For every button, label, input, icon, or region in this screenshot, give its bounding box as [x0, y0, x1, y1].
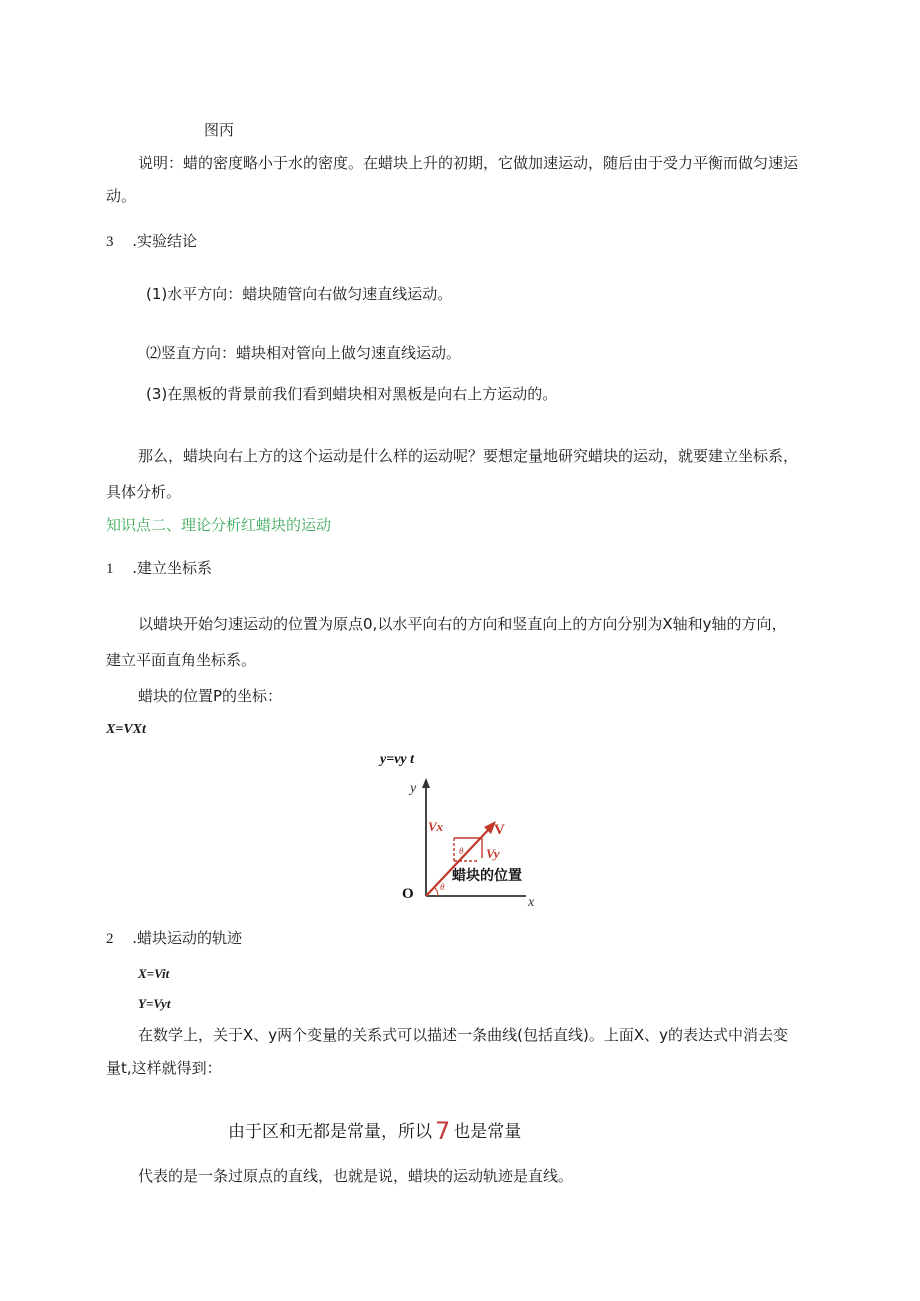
trajectory-formula-x: X=Vit — [138, 966, 170, 981]
subsection-2-number: 2 — [106, 931, 114, 947]
subsection-1-title: .建立坐标系 — [132, 559, 213, 577]
section-3-heading — [106, 231, 197, 252]
constant-line-before: 由于区和无都是常量，所以 — [228, 1122, 432, 1142]
note-line-2: 动。 — [106, 187, 137, 205]
coord-text-line-2: 建立平面直角坐标系。 — [106, 651, 257, 669]
y-axis-label: y — [410, 781, 417, 796]
conclusion-line: 代表的是一条过原点的直线，也就是说，蜡块的运动轨迹是直线。 — [138, 1167, 574, 1185]
subsection-1-number: 1 — [106, 561, 114, 577]
section-3-title: .实验结论 — [132, 232, 198, 250]
diagram-formula-y: y=vy t — [380, 752, 415, 767]
formula-x: X=VXt — [106, 722, 146, 737]
theta-upper: θ — [459, 846, 464, 856]
subsection-1-heading — [106, 558, 212, 579]
subsection-2-heading — [106, 928, 242, 949]
question-line-1: 那么，蜡块向右上方的这个运动是什么样的运动呢？要想定量地研究蜡块的运动，就要建立坐标系， — [138, 447, 799, 465]
figure-caption: 图丙 — [204, 121, 235, 139]
knowledge-heading: 知识点二、理论分析红蜡块的运动 — [106, 516, 332, 534]
coord-text-line-1: 以蜡块开始匀速运动的位置为原点0,以水平向右的方向和竖直向上的方向分别为X轴和y轴的方向， — [138, 615, 787, 633]
origin-label: O — [402, 886, 414, 902]
subsection-2-title: .蜡块运动的轨迹 — [132, 929, 243, 947]
constant-line-after: 也是常量 — [453, 1122, 522, 1142]
math-text-line-1: 在数学上，关于X、y两个变量的关系式可以描述一条曲线(包括直线)。上面X、y的表达式中消去变 — [138, 1026, 789, 1044]
y-axis-arrow — [422, 778, 430, 788]
position-caption: 蜡块的位置 — [452, 869, 522, 884]
position-label: 蜡块的位置P的坐标： — [138, 687, 283, 705]
math-text-line-2: 量t,这样就得到： — [106, 1059, 222, 1077]
vy-label: Vy — [486, 846, 500, 861]
constant-line — [228, 1118, 521, 1145]
note-line-1: 说明：蜡的密度略小于水的密度。在蜡块上升的初期，它做加速运动，随后由于受力平衡而做匀速运 — [138, 154, 799, 172]
question-line-2: 具体分析。 — [106, 483, 182, 501]
conclusion-1: (1)水平方向：蜡块随管向右做匀速直线运动。 — [146, 285, 453, 303]
velocity-diagram — [374, 748, 544, 912]
trajectory-formula-y: Y=Vyt — [138, 996, 171, 1011]
v-label: V — [494, 822, 505, 838]
vx-label: Vx — [428, 819, 444, 834]
conclusion-2: ⑵竖直方向：蜡块相对管向上做匀速直线运动。 — [146, 344, 462, 362]
seven-symbol: 7 — [435, 1117, 451, 1145]
conclusion-3: (3)在黑板的背景前我们看到蜡块相对黑板是向右上方运动的。 — [146, 385, 558, 403]
theta-lower: θ — [440, 882, 445, 892]
section-3-number: 3 — [106, 234, 114, 250]
x-axis-label: x — [528, 895, 535, 910]
